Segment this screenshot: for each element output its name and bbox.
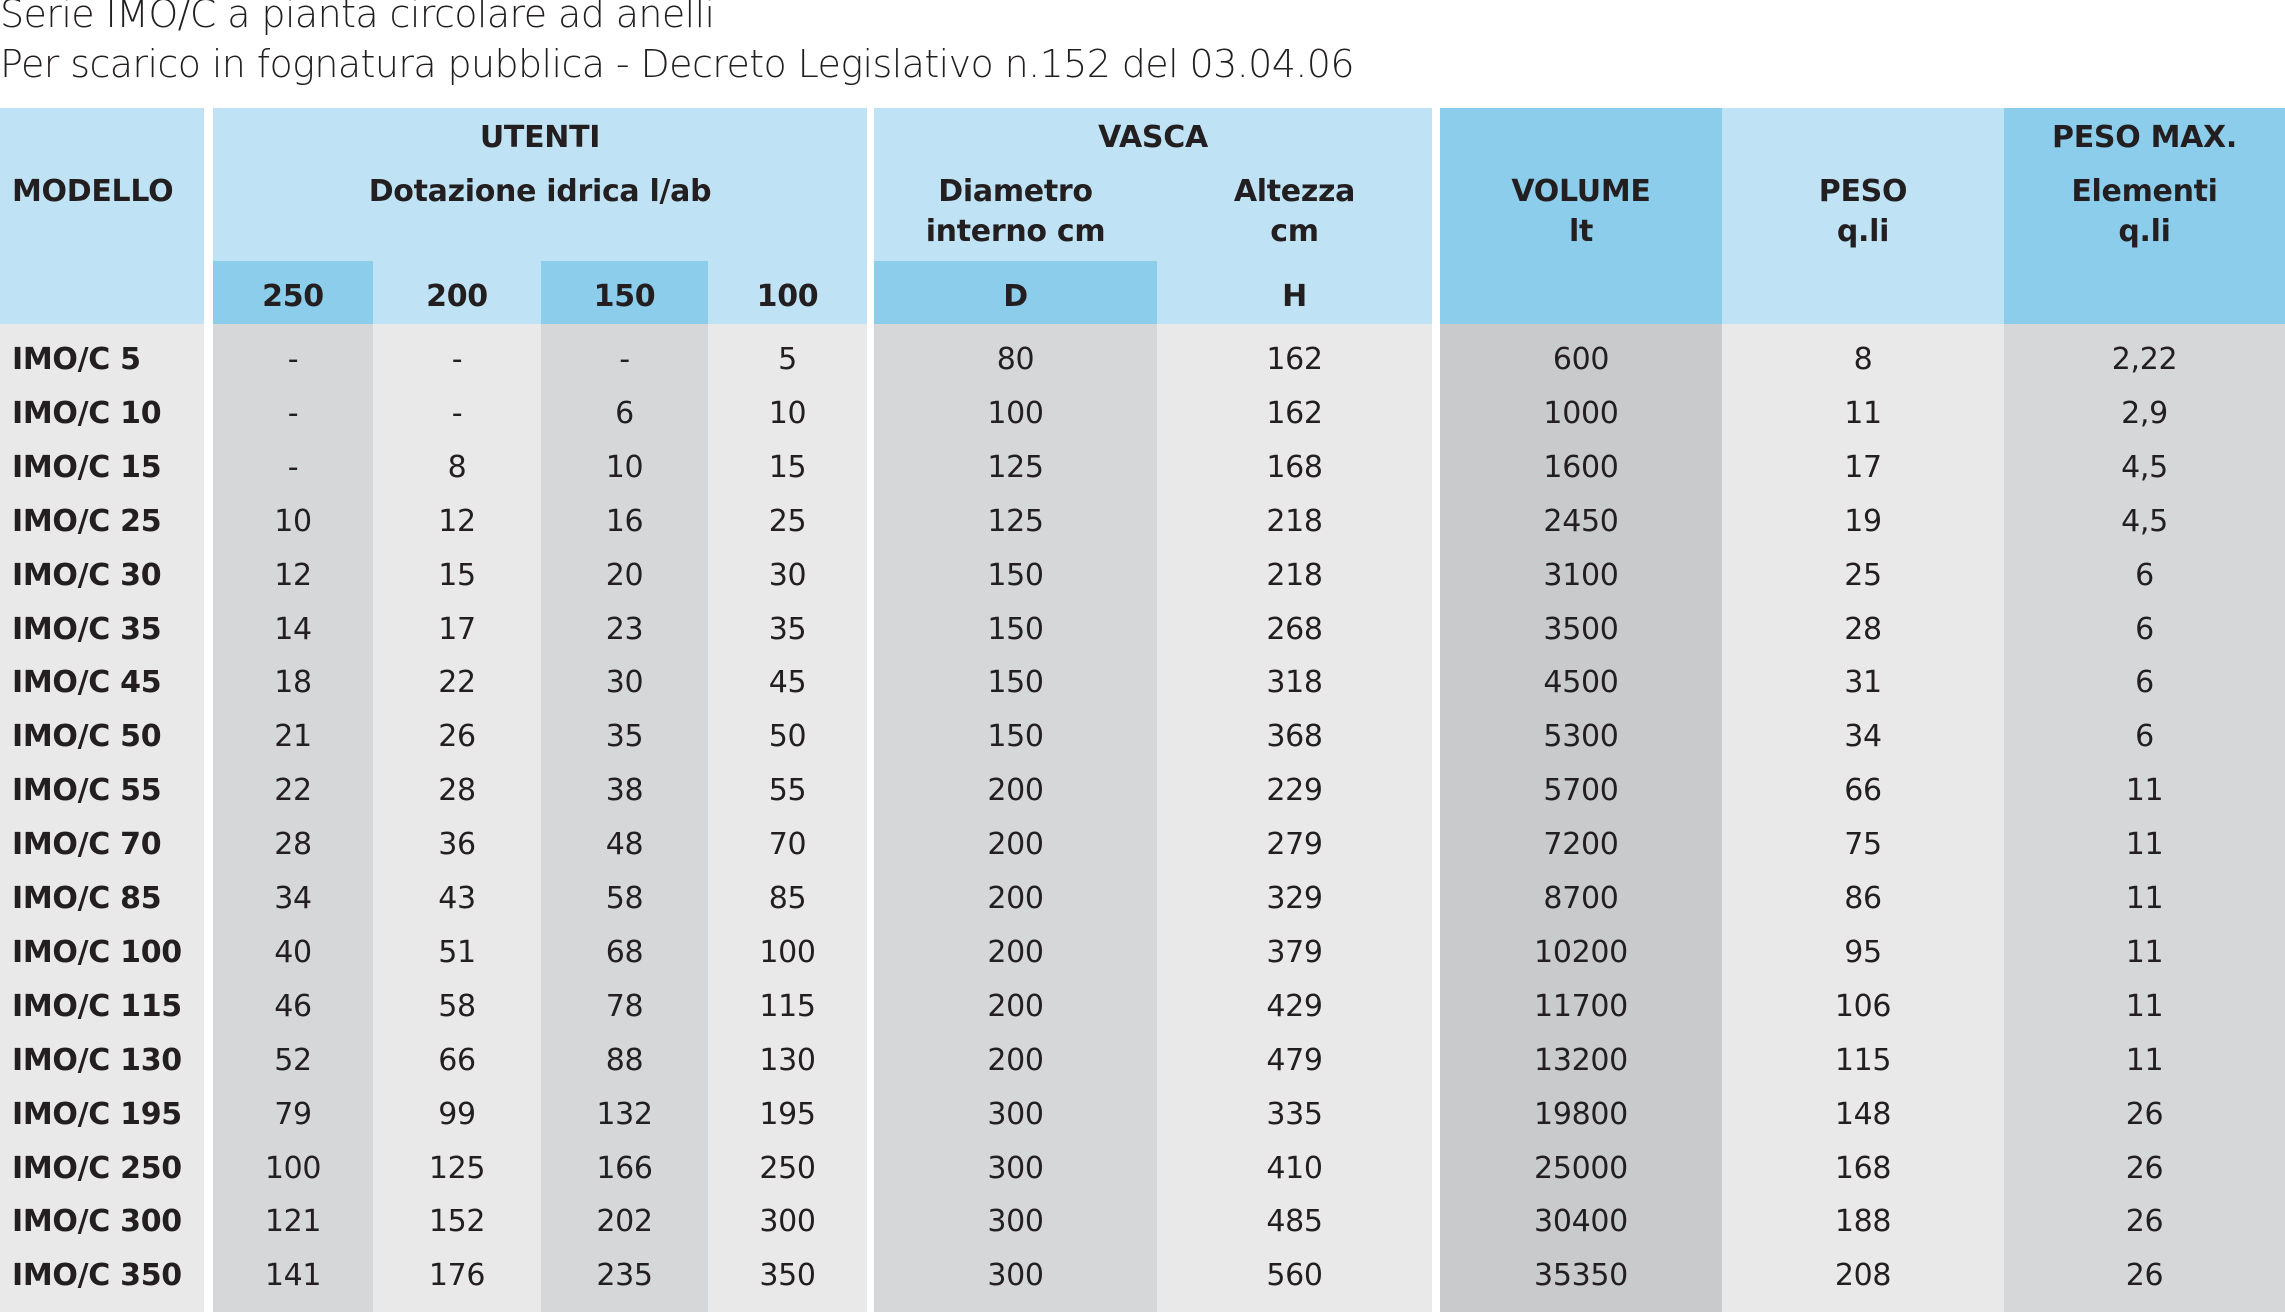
cell-modello: IMO/C 130	[12, 1043, 182, 1078]
cell-modello: IMO/C 100	[12, 935, 182, 970]
cell-d: 200	[987, 989, 1044, 1024]
cell-u250: 22	[274, 773, 312, 808]
cell-d: 200	[987, 881, 1044, 916]
cell-u250: 100	[264, 1151, 322, 1186]
header-altezza-symbol: H	[1282, 279, 1307, 314]
header-u100: 100	[756, 279, 819, 314]
cell-peso: 19	[1844, 504, 1882, 539]
cell-peso: 25	[1844, 558, 1882, 593]
cell-u150: 58	[605, 881, 644, 916]
cell-u200: 26	[438, 719, 476, 754]
cell-modello: IMO/C 15	[12, 450, 162, 485]
cell-volume: 5300	[1543, 719, 1619, 754]
cell-h: 318	[1266, 665, 1323, 700]
cell-u200: 28	[438, 773, 476, 808]
cell-u250: 18	[274, 665, 312, 700]
cell-u150: 78	[605, 989, 644, 1024]
cell-u200: 99	[438, 1097, 476, 1132]
cell-modello: IMO/C 25	[12, 504, 162, 539]
cell-u250: 12	[274, 558, 312, 593]
cell-h: 379	[1266, 935, 1323, 970]
cell-u150: 16	[605, 504, 644, 539]
cell-u100: 5	[778, 342, 797, 377]
cell-u200: 22	[438, 665, 476, 700]
cell-u250: 14	[274, 612, 312, 647]
cell-volume: 35350	[1534, 1258, 1628, 1293]
cell-d: 125	[987, 504, 1044, 539]
cell-modello: IMO/C 30	[12, 558, 162, 593]
cell-h: 218	[1266, 558, 1323, 593]
cell-u250: 40	[274, 935, 312, 970]
cell-modello: IMO/C 195	[12, 1097, 182, 1132]
cell-d: 300	[987, 1204, 1044, 1239]
cell-u250: 79	[274, 1097, 312, 1132]
header-dotazione: Dotazione idrica l/ab	[368, 174, 712, 209]
cell-u250: 10	[274, 504, 312, 539]
cell-u150: 10	[605, 450, 644, 485]
cell-pesomax: 4,5	[2121, 450, 2168, 485]
cell-u200: 12	[438, 504, 476, 539]
cell-u100: 195	[759, 1097, 816, 1132]
cell-u250: 28	[274, 827, 312, 862]
cell-u150: 88	[605, 1043, 644, 1078]
cell-u250: 34	[274, 881, 312, 916]
cell-volume: 5700	[1543, 773, 1619, 808]
header-vasca: VASCA	[1098, 120, 1208, 155]
cell-h: 168	[1266, 450, 1323, 485]
cell-u250: 21	[274, 719, 312, 754]
cell-modello: IMO/C 350	[12, 1258, 182, 1293]
cell-peso: 28	[1844, 612, 1882, 647]
cell-u100: 55	[768, 773, 807, 808]
cell-u250: 141	[264, 1258, 322, 1293]
cell-modello: IMO/C 50	[12, 719, 162, 754]
cell-h: 560	[1266, 1258, 1323, 1293]
cell-modello: IMO/C 5	[12, 342, 141, 377]
header-diametro-line1: Diametro	[938, 174, 1093, 209]
cell-peso: 188	[1834, 1204, 1892, 1239]
cell-modello: IMO/C 115	[12, 989, 182, 1024]
cell-u200: 58	[438, 989, 476, 1024]
cell-volume: 3100	[1543, 558, 1619, 593]
cell-u200: 66	[438, 1043, 476, 1078]
header-pesomax-line1: PESO MAX.	[2052, 120, 2237, 155]
header-volume-line2: lt	[1568, 214, 1594, 249]
cell-h: 368	[1266, 719, 1323, 754]
cell-peso: 208	[1834, 1258, 1892, 1293]
cell-h: 410	[1266, 1151, 1323, 1186]
cell-u150: 23	[605, 612, 644, 647]
page-subtitle: Per scarico in fognatura pubblica - Decreto Legislativo n.152 del 03.04.06	[0, 42, 1354, 86]
cell-u250: 46	[274, 989, 312, 1024]
cell-u200: 125	[428, 1151, 486, 1186]
cell-u150: 48	[605, 827, 644, 862]
cell-u150: 20	[605, 558, 644, 593]
cell-u150: 68	[605, 935, 644, 970]
cell-modello: IMO/C 10	[12, 396, 162, 431]
cell-peso: 95	[1844, 935, 1882, 970]
header-modello-bg	[0, 108, 204, 324]
header-u250: 250	[262, 279, 324, 314]
cell-u100: 85	[768, 881, 807, 916]
header-u200: 200	[426, 279, 488, 314]
cell-d: 150	[987, 719, 1044, 754]
cell-pesomax: 11	[2125, 1043, 2164, 1078]
cell-volume: 1000	[1543, 396, 1619, 431]
cell-u200: 176	[428, 1258, 486, 1293]
cell-h: 485	[1266, 1204, 1323, 1239]
cell-h: 329	[1266, 881, 1323, 916]
cell-peso: 148	[1834, 1097, 1892, 1132]
cell-peso: 17	[1844, 450, 1882, 485]
cell-modello: IMO/C 35	[12, 612, 162, 647]
cell-volume: 30400	[1534, 1204, 1628, 1239]
cell-u250: 52	[274, 1043, 312, 1078]
cell-u150: 6	[615, 396, 634, 431]
cell-u250: -	[287, 450, 299, 485]
header-volume-line1: VOLUME	[1511, 174, 1651, 209]
cell-u200: 43	[438, 881, 476, 916]
cell-pesomax: 6	[2135, 612, 2154, 647]
cell-d: 300	[987, 1151, 1044, 1186]
cell-u100: 30	[768, 558, 807, 593]
cell-peso: 66	[1844, 773, 1882, 808]
cell-d: 150	[987, 558, 1044, 593]
cell-u200: -	[451, 342, 463, 377]
cell-peso: 75	[1844, 827, 1882, 862]
cell-h: 479	[1266, 1043, 1323, 1078]
cell-u150: 202	[596, 1204, 653, 1239]
cell-u100: 130	[759, 1043, 816, 1078]
cell-u150: 35	[605, 719, 644, 754]
header-pesomax-line2: Elementi	[2071, 174, 2218, 209]
cell-d: 300	[987, 1258, 1044, 1293]
cell-pesomax: 6	[2135, 558, 2154, 593]
cell-pesomax: 11	[2125, 773, 2164, 808]
cell-u100: 35	[768, 612, 807, 647]
cell-peso: 31	[1844, 665, 1882, 700]
cell-u200: 8	[447, 450, 467, 485]
cell-u100: 25	[768, 504, 807, 539]
cell-modello: IMO/C 55	[12, 773, 162, 808]
cell-u100: 100	[759, 935, 816, 970]
cell-u250: 121	[264, 1204, 322, 1239]
cell-modello: IMO/C 250	[12, 1151, 182, 1186]
cell-u200: 17	[438, 612, 476, 647]
cell-peso: 34	[1844, 719, 1882, 754]
cell-pesomax: 2,22	[2111, 342, 2178, 377]
cell-d: 150	[987, 612, 1044, 647]
cell-peso: 115	[1834, 1043, 1892, 1078]
cell-volume: 1600	[1543, 450, 1619, 485]
cell-h: 162	[1266, 342, 1323, 377]
cell-volume: 11700	[1534, 989, 1628, 1024]
cell-u150: 30	[605, 665, 644, 700]
cell-h: 279	[1266, 827, 1323, 862]
cell-d: 125	[987, 450, 1044, 485]
cell-volume: 25000	[1534, 1151, 1628, 1186]
cell-pesomax: 26	[2125, 1097, 2164, 1132]
cell-volume: 600	[1552, 342, 1610, 377]
cell-d: 200	[987, 935, 1044, 970]
cell-volume: 7200	[1543, 827, 1619, 862]
cell-u200: -	[451, 396, 463, 431]
cell-volume: 4500	[1543, 665, 1619, 700]
cell-u250: -	[287, 342, 299, 377]
cell-volume: 10200	[1534, 935, 1628, 970]
cell-d: 200	[987, 827, 1044, 862]
cell-u150: 132	[596, 1097, 653, 1132]
cell-pesomax: 11	[2125, 935, 2164, 970]
cell-u100: 350	[759, 1258, 816, 1293]
cell-volume: 19800	[1534, 1097, 1628, 1132]
cell-pesomax: 4,5	[2121, 504, 2168, 539]
cell-u100: 10	[768, 396, 807, 431]
cell-d: 150	[987, 665, 1044, 700]
cell-peso: 86	[1844, 881, 1882, 916]
header-pesomax-line3: q.li	[2118, 214, 2171, 249]
header-diametro-line2: interno cm	[925, 214, 1106, 249]
header-diametro-symbol: D	[1003, 279, 1028, 314]
header-utenti: UTENTI	[479, 120, 601, 155]
cell-d: 300	[987, 1097, 1044, 1132]
cell-pesomax: 11	[2125, 989, 2164, 1024]
cell-h: 429	[1266, 989, 1323, 1024]
cell-u150: 235	[596, 1258, 653, 1293]
cell-peso: 106	[1834, 989, 1892, 1024]
cell-u100: 15	[768, 450, 807, 485]
cell-d: 80	[996, 342, 1035, 377]
cell-h: 229	[1266, 773, 1323, 808]
cell-u150: -	[619, 342, 630, 377]
cell-u200: 15	[438, 558, 476, 593]
cell-modello: IMO/C 45	[12, 665, 162, 700]
cell-modello: IMO/C 70	[12, 827, 162, 862]
cell-u150: 38	[605, 773, 644, 808]
header-peso-line1: PESO	[1818, 174, 1908, 209]
header-altezza-line2: cm	[1270, 214, 1319, 249]
cell-volume: 3500	[1543, 612, 1619, 647]
cell-pesomax: 26	[2125, 1204, 2164, 1239]
cell-pesomax: 6	[2135, 719, 2154, 754]
cell-d: 100	[987, 396, 1044, 431]
cell-u100: 300	[759, 1204, 816, 1239]
cell-u100: 115	[759, 989, 816, 1024]
cell-peso: 11	[1844, 396, 1882, 431]
cell-modello: IMO/C 85	[12, 881, 162, 916]
cell-u100: 50	[768, 719, 807, 754]
cell-u100: 70	[768, 827, 807, 862]
header-u150: 150	[593, 279, 656, 314]
cell-peso: 168	[1834, 1151, 1892, 1186]
cell-u100: 45	[768, 665, 807, 700]
cell-h: 335	[1266, 1097, 1323, 1132]
cell-volume: 13200	[1534, 1043, 1628, 1078]
cell-u200: 51	[438, 935, 476, 970]
cell-h: 268	[1266, 612, 1323, 647]
cell-volume: 8700	[1543, 881, 1619, 916]
cell-pesomax: 26	[2125, 1151, 2164, 1186]
cell-u150: 166	[596, 1151, 653, 1186]
cell-u250: -	[287, 396, 299, 431]
cell-pesomax: 2,9	[2121, 396, 2168, 431]
cell-pesomax: 6	[2135, 665, 2154, 700]
cell-pesomax: 26	[2125, 1258, 2164, 1293]
cell-u100: 250	[759, 1151, 816, 1186]
header-altezza-line1: Altezza	[1233, 174, 1356, 209]
cell-pesomax: 11	[2125, 827, 2164, 862]
cell-h: 218	[1266, 504, 1323, 539]
cell-u200: 152	[428, 1204, 486, 1239]
header-modello: MODELLO	[12, 174, 174, 209]
cell-pesomax: 11	[2125, 881, 2164, 916]
cell-h: 162	[1266, 396, 1323, 431]
cell-d: 200	[987, 773, 1044, 808]
cell-peso: 8	[1853, 342, 1873, 377]
cell-volume: 2450	[1543, 504, 1619, 539]
header-peso-line2: q.li	[1836, 214, 1890, 249]
cell-d: 200	[987, 1043, 1044, 1078]
cell-u200: 36	[438, 827, 476, 862]
cell-modello: IMO/C 300	[12, 1204, 182, 1239]
page-title: Serie IMO/C a pianta circolare ad anelli	[0, 0, 715, 36]
